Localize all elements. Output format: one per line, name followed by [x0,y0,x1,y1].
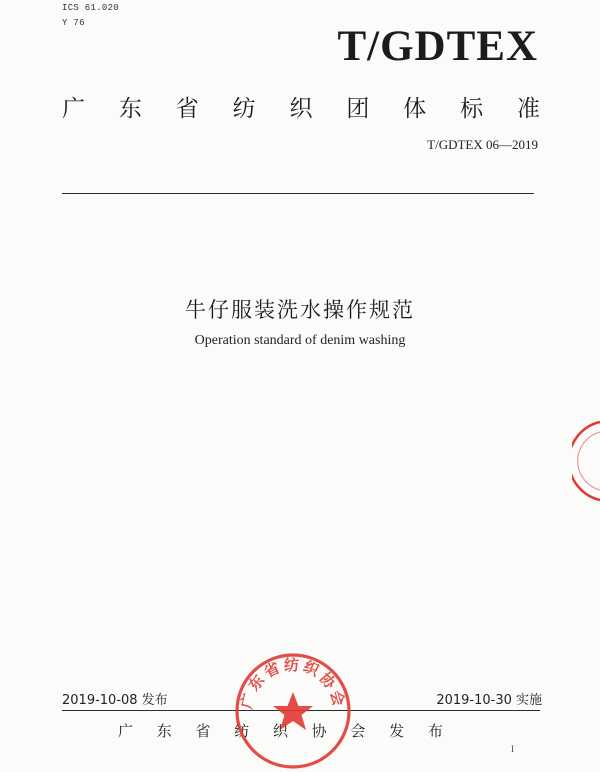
issuer-char: 织 [272,722,288,740]
standard-type-char: 省 [175,96,199,122]
issuer-char: 省 [195,722,211,740]
edge-stamp [572,418,600,504]
header-divider [62,193,534,194]
issuer-char: 会 [350,722,366,740]
issuer-char: 布 [427,722,443,740]
standard-type-char: 团 [346,96,370,122]
publish-date: 2019-10-08 发布 [62,693,168,708]
document-title-en: Operation standard of denim washing [194,333,406,348]
standard-type-char: 广 [62,96,85,122]
standard-type-char: 东 [118,96,142,122]
standard-brand: T/GDTEX [337,23,538,70]
ccs-code: Y 76 [62,18,85,28]
document-title-zh: 牛仔服装洗水操作规范 [185,298,415,322]
standard-code: T/GDTEX 06—2019 [427,137,538,152]
standard-type-char: 准 [517,96,540,122]
issuer-char: 协 [311,722,327,740]
issuer-char: 广 [118,722,134,740]
seal-star-icon [273,692,313,730]
issuer-char: 纺 [234,722,250,740]
ics-code: ICS 61.020 [62,3,120,13]
standard-type [62,90,540,123]
standard-type-char: 织 [289,96,313,122]
page-number: I [511,744,514,754]
standard-type-char: 纺 [232,96,256,122]
standard-type-char: 体 [403,96,427,122]
issuer-char: 发 [389,722,405,740]
implement-date: 2019-10-30 实施 [436,693,542,708]
seal-text: 广东省纺织协会 [237,656,349,711]
standard-type-char: 标 [460,96,484,122]
official-seal [232,650,354,772]
issuer-char: 东 [156,722,172,740]
